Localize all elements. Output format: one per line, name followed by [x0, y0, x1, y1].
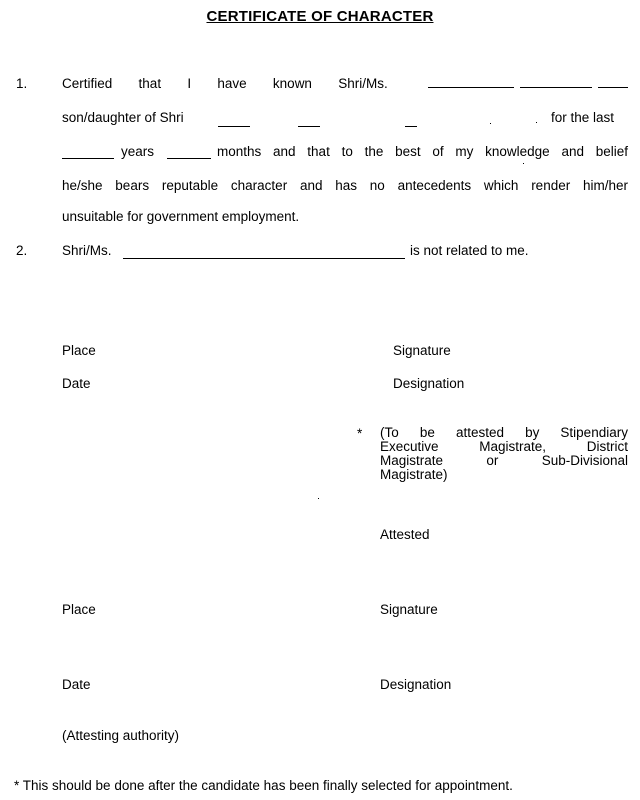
item-1-number: 1. — [16, 76, 28, 91]
word: attested — [455, 425, 504, 440]
signature-label: Signature — [393, 343, 451, 358]
word: Magistrate, — [479, 439, 547, 454]
word: that — [138, 76, 162, 91]
word: District — [586, 439, 628, 454]
father-name-dash — [298, 126, 320, 127]
attestation-note-line-3 — [380, 454, 628, 468]
item-1-line-3-rest: months and that to the best of my knowledge and belief — [217, 144, 628, 159]
months-blank[interactable] — [167, 157, 211, 159]
attestation-note-line-4: Magistrate) — [380, 467, 448, 482]
word: Certified — [62, 76, 113, 91]
word: by — [525, 425, 540, 440]
designation-label: Designation — [393, 376, 465, 391]
place-label-2: Place — [62, 602, 96, 617]
item-1-line-5: unsuitable for government employment. — [62, 209, 300, 224]
date-label-2: Date — [62, 677, 91, 692]
item-1-line-1 — [62, 76, 628, 91]
years-blank[interactable] — [62, 157, 114, 159]
attesting-authority-label: (Attesting authority) — [62, 728, 180, 743]
word: Executive — [380, 439, 439, 454]
name-blank-group[interactable] — [428, 86, 628, 88]
attestation-note-line-1 — [380, 426, 628, 440]
word: known — [272, 76, 312, 91]
page-title: CERTIFICATE OF CHARACTER — [206, 8, 434, 25]
word: I — [187, 76, 192, 91]
word: or — [486, 453, 499, 468]
word: Stipendiary — [560, 425, 628, 440]
unrelated-name-blank[interactable] — [123, 257, 405, 259]
footnote: * This should be done after the candidate has been finally selected for appointment. — [14, 778, 513, 793]
word: Sub-Divisional — [541, 453, 628, 468]
word: have — [217, 76, 247, 91]
item-2-suffix: is not related to me. — [410, 243, 529, 258]
attested-label: Attested — [380, 527, 430, 542]
name-blank-2[interactable] — [520, 86, 592, 88]
item-2-prefix: Shri/Ms. — [62, 243, 112, 258]
father-name-dash — [405, 126, 417, 127]
place-label: Place — [62, 343, 96, 358]
name-blank-3[interactable] — [598, 86, 628, 88]
dot-mark — [536, 122, 537, 123]
attestation-note-line-2 — [380, 440, 628, 454]
attestation-note — [380, 426, 628, 482]
dot-mark — [318, 498, 319, 499]
item-1-line-2-suffix: for the last — [551, 110, 615, 125]
dot-mark — [490, 123, 491, 124]
item-1-line-2-prefix: son/daughter of Shri — [62, 110, 184, 125]
date-label: Date — [62, 376, 91, 391]
item-1-line-4: he/she bears reputable character and has no antecedents which render him/her — [62, 178, 628, 193]
word: (To — [380, 425, 399, 440]
word: Shri/Ms. — [338, 76, 388, 91]
asterisk-mark: * — [357, 426, 363, 441]
word: be — [419, 425, 435, 440]
designation-label-2: Designation — [380, 677, 452, 692]
father-name-blank[interactable] — [218, 125, 250, 127]
item-2-number: 2. — [16, 243, 28, 258]
dot-mark — [523, 163, 524, 164]
years-label: years — [121, 144, 155, 159]
word: Magistrate — [380, 453, 444, 468]
name-blank-1[interactable] — [428, 86, 514, 88]
signature-label-2: Signature — [380, 602, 438, 617]
